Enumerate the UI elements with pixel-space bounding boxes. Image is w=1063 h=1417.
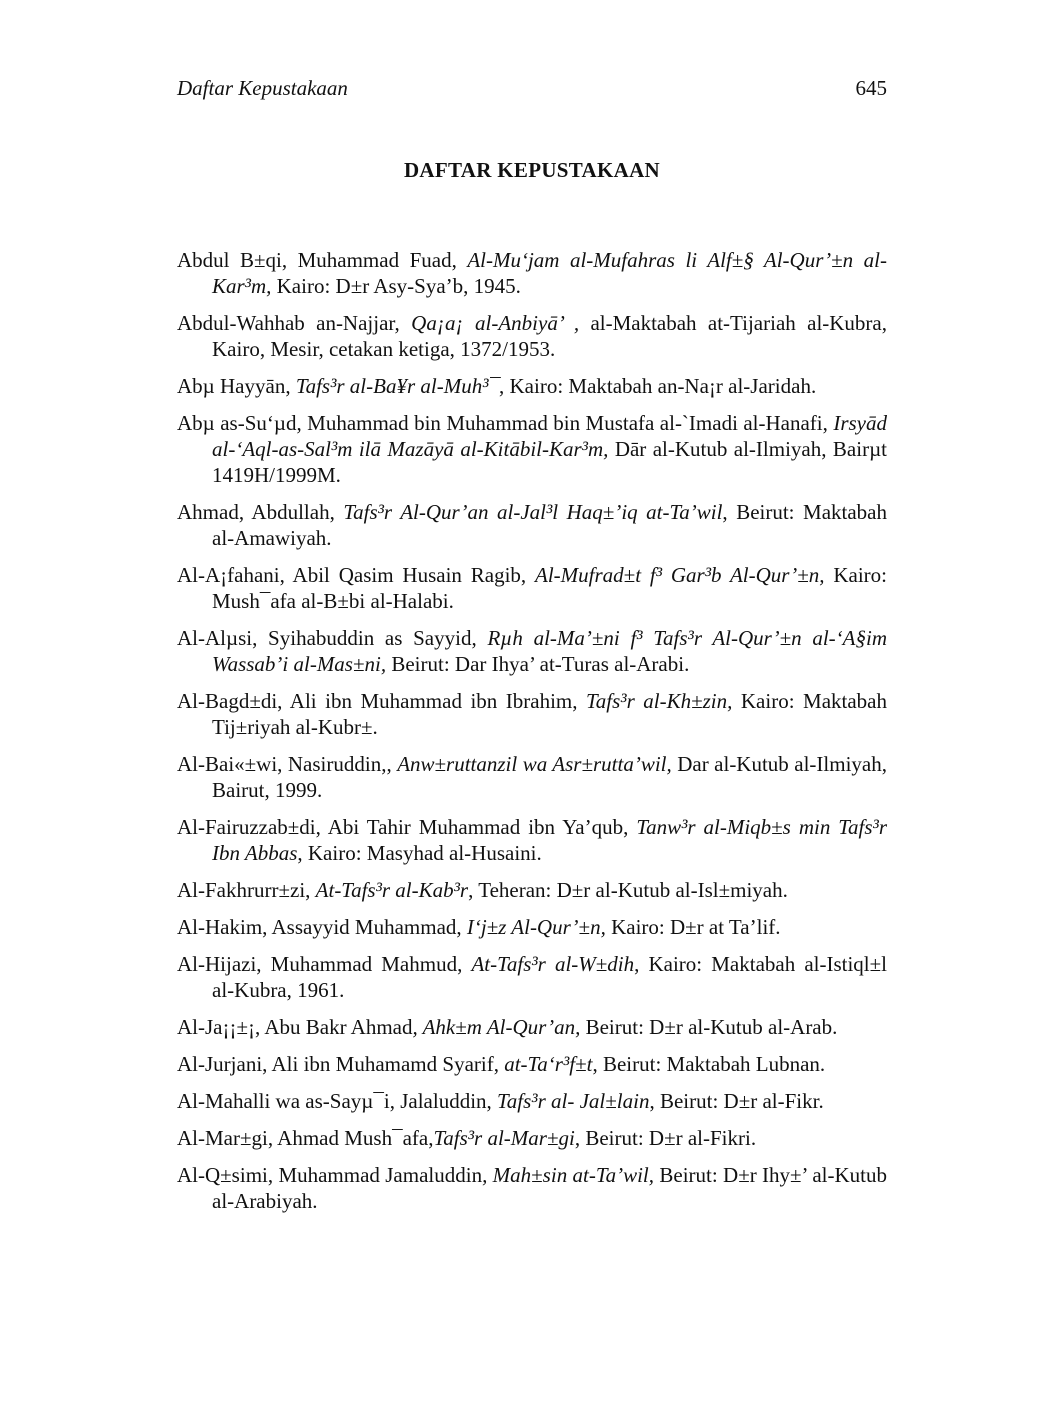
entry-author: Abµ Hayyān, bbox=[177, 374, 296, 398]
entry-author: Al-Mahalli wa as-Sayµ¯i, Jalaluddin, bbox=[177, 1089, 498, 1113]
entry-author: Al-Q±simi, Muhammad Jamaluddin bbox=[177, 1163, 483, 1187]
entry-title: Al-Mufrad±t f³ Gar³b Al-Qur’±n, bbox=[535, 563, 825, 587]
entry-publisher: Kairo: D±r at Ta’lif. bbox=[605, 915, 781, 939]
entry-author: Ahmad, Abdullah, bbox=[177, 500, 344, 524]
entry-title: Tanw³r al-Miqb±s min Tafs³r Ibn Abbas bbox=[212, 815, 888, 865]
entry-author: Al-Alµsi, Syihabuddin as Sayyid, bbox=[177, 626, 488, 650]
entry-publisher: Kairo: Maktabah Tij±riyah al-Kubr±. bbox=[212, 689, 888, 739]
entry-title: Anw±ruttanzil wa Asr±rutta’wil, bbox=[397, 752, 672, 776]
entry-publisher: , Kairo: Masyhad al-Husaini. bbox=[297, 841, 542, 865]
bibliography-entry bbox=[177, 1162, 887, 1214]
entry-publisher: , Beirut: Maktabah Lubnan. bbox=[592, 1052, 826, 1076]
bibliography-list bbox=[177, 247, 887, 1225]
bibliography-entry bbox=[177, 410, 887, 488]
entry-title: At-Tafs³r al-W±dih bbox=[471, 952, 635, 976]
entry-title: At-Tafs³r al-Kab³r bbox=[315, 878, 469, 902]
entry-title: Tafs³r al-Mar±gi bbox=[433, 1126, 575, 1150]
bibliography-entry bbox=[177, 247, 887, 299]
bibliography-entry bbox=[177, 688, 887, 740]
entry-author: Abµ as-Su‘µd, Muhammad bin Muhammad bin Mustafa al-`Imadi al-Hanafi, bbox=[177, 411, 834, 435]
entry-title: Irsyād al-‘Aql-as-Sal³m ilā Mazāyā al-Kitābil-Kar³m, bbox=[212, 411, 887, 461]
page-number: 645 bbox=[855, 76, 887, 100]
running-header bbox=[177, 76, 887, 104]
entry-publisher: , Kairo: Maktabah al-Istiql±l al-Kubra, 1961. bbox=[212, 952, 887, 1002]
entry-author: Al-Hijazi, Muhammad Mahmud, bbox=[177, 952, 472, 976]
bibliography-entry bbox=[177, 373, 887, 399]
entry-author: Al-A¡fahani, Abil Qasim Husain Ragib, bbox=[177, 563, 536, 587]
running-title: Daftar Kepustakaan bbox=[177, 76, 348, 100]
entry-title: Tafs³r Al-Qur’an al-Jal³l Haq±’iq at-Ta’wil bbox=[343, 500, 723, 524]
entry-author: Al-Ja¡¡±¡, Abu Bakr Ahmad bbox=[177, 1015, 413, 1039]
entry-title: Al-Mu‘jam al-Mufahras li Alf±§ Al-Qur’±n al-Kar³m, bbox=[212, 248, 887, 298]
entry-publisher: Beirut: D±r Ihy±’ al-Kutub al-Arabiyah. bbox=[212, 1163, 887, 1213]
entry-publisher: Dār al-Kutub al-Ilmiyah, Bairµt 1419H/1999M. bbox=[212, 437, 888, 487]
page-title: DAFTAR KEPUSTAKAAN bbox=[403, 158, 661, 182]
entry-publisher: Dar al-Kutub al-Ilmiyah, Bairut, 1999. bbox=[212, 752, 887, 802]
bibliography-entry bbox=[177, 1051, 887, 1077]
entry-publisher: Beirut: D±r al-Kutub al-Arab. bbox=[580, 1015, 838, 1039]
entry-author: Al-Hakim, Assayyid Muhammad, bbox=[177, 915, 467, 939]
bibliography-entry bbox=[177, 1088, 887, 1114]
bibliography-entry bbox=[177, 625, 887, 677]
entry-title: , Mah±sin at-Ta’wil, bbox=[482, 1163, 655, 1187]
entry-title: Tafs³r al-Kh±zin, bbox=[586, 689, 733, 713]
bibliography-entry bbox=[177, 814, 887, 866]
entry-author: Al-Fairuzzab±di, Abi Tahir Muhammad ibn Ya’qub, bbox=[177, 815, 637, 839]
entry-title: , Ahk±m Al-Qur’an, bbox=[412, 1015, 581, 1039]
entry-author: Al-Mar±gi, Ahmad Mush¯afa, bbox=[177, 1126, 434, 1150]
entry-title: Tafs³r al-Ba¥r al-Muh³¯ bbox=[295, 374, 499, 398]
entry-author: Al-Bagd±di, Ali ibn Muhammad ibn Ibrahim, bbox=[177, 689, 587, 713]
bibliography-entry bbox=[177, 1014, 887, 1040]
bibliography-entry bbox=[177, 951, 887, 1003]
entry-publisher: Kairo: D±r Asy-Sya’b, 1945. bbox=[271, 274, 521, 298]
entry-author: Al-Jurjani, Ali ibn Muhamamd Syarif, bbox=[177, 1052, 505, 1076]
entry-publisher: al-Maktabah at-Tijariah al-Kubra, Kairo, Mesir, cetakan ketiga, 1372/1953. bbox=[212, 311, 887, 361]
entry-publisher: , Teheran: D±r al-Kutub al-Isl±miyah. bbox=[468, 878, 788, 902]
entry-publisher: , Beirut: D±r al-Fikri. bbox=[574, 1126, 757, 1150]
bibliography-entry bbox=[177, 1125, 887, 1151]
entry-author: Al-Fakhrurr±zi, bbox=[177, 878, 316, 902]
entry-author: Al-Bai«±wi, Nasiruddin,, bbox=[177, 752, 398, 776]
bibliography-entry bbox=[177, 914, 887, 940]
entry-publisher: , Kairo: Maktabah an-Na¡r al-Jaridah. bbox=[499, 374, 817, 398]
entry-publisher: , Beirut: D±r al-Fikr. bbox=[649, 1089, 824, 1113]
bibliography-entry bbox=[177, 310, 887, 362]
entry-author: Abdul B±qi, Muhammad Fuad, bbox=[177, 248, 468, 272]
bibliography-entry bbox=[177, 877, 887, 903]
entry-title: Rµh al-Ma’±ni f³ Tafs³r Al-Qur’±n al-‘A§im Wassab’i al-Mas±ni, bbox=[212, 626, 887, 676]
entry-publisher: Beirut: Dar Ihya’ at-Turas al-Arabi. bbox=[386, 652, 690, 676]
entry-title: at-Ta‘r³f±t bbox=[504, 1052, 593, 1076]
entry-publisher: , Beirut: Maktabah al-Amawiyah. bbox=[212, 500, 887, 550]
bibliography-entry bbox=[177, 499, 887, 551]
entry-title: I‘j±z Al-Qur’±n, bbox=[466, 915, 606, 939]
entry-title: Tafs³r al- Jal±lain bbox=[497, 1089, 650, 1113]
entry-author: Abdul-Wahhab an-Najjar, bbox=[177, 311, 412, 335]
bibliography-entry bbox=[177, 562, 887, 614]
entry-title: Qa¡a¡ al-Anbiyā’ , bbox=[411, 311, 580, 335]
bibliography-entry bbox=[177, 751, 887, 803]
entry-publisher: Kairo: Mush¯afa al-B±bi al-Halabi. bbox=[212, 563, 887, 613]
